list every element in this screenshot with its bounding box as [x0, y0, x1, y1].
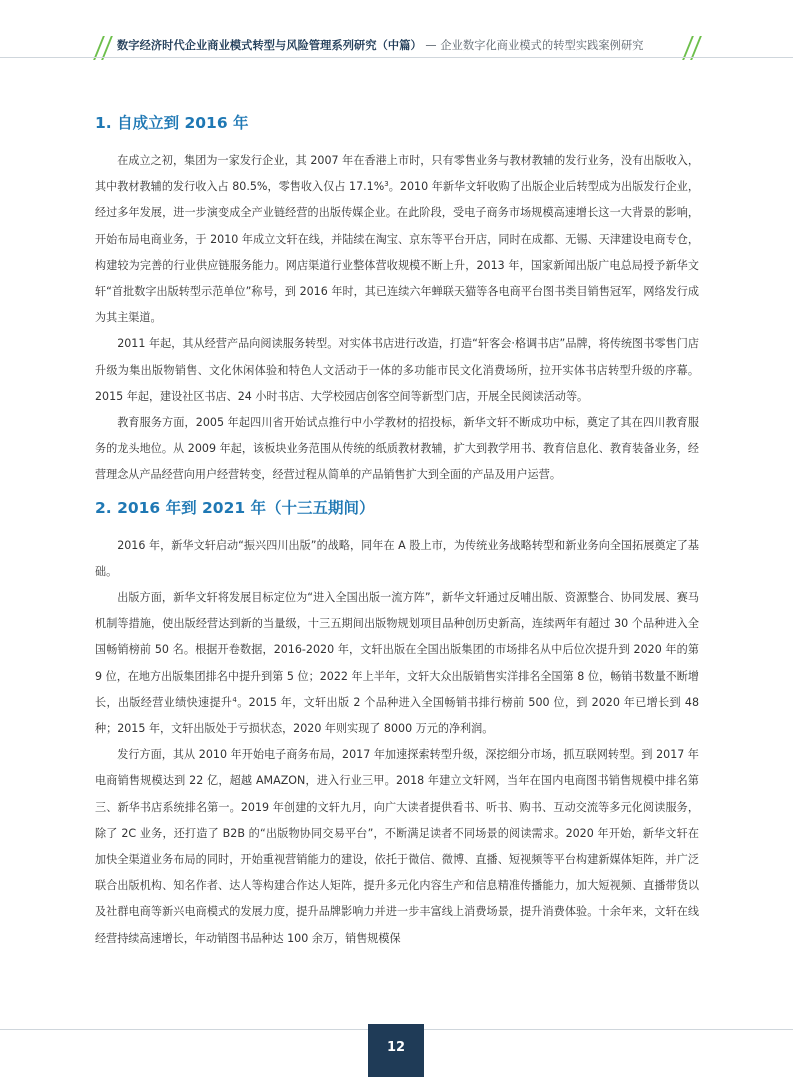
- header-title-sub: — 企业数字化商业模式的转型实践案例研究: [425, 39, 644, 52]
- paragraph: 发行方面，其从 2010 年开始电子商务布局，2017 年加速探索转型升级，深挖细分市场，抓互联网转型。到 2017 年电商销售规模达到 22 亿，超越 AMAZON，进入行业三甲。2018 年建立文轩网，当年在国内电商图书销售规模中排名第三、新华书店系统排名第一。2019 年创建的文轩九月，向广大读者提供看书、听书、购书、互动交流等多元化阅读服务，除了 2C 业务，还打造了 B2B 的“出版物协同交易平台”，不断满足读者不同场景的阅读需求。2020 年开始，新华文轩在加快全渠道业务布局的同时，开始重视营销能力的建设，依托于微信、微博、直播、短视频等平台构建新媒体矩阵，并广泛联合出版机构、知名作者、达人等构建合作达人矩阵，提升多元化内容生产和信息精准传播能力，加大短视频、直播带货以及社群电商等新兴电商模式的发展力度，提升品牌影响力并进一步丰富线上消费场景，提升消费体验。十余年来，文轩在线经营持续高速增长，年动销图书品种达 100 余万，销售规模保: [95, 748, 699, 945]
- header-title: [117, 37, 685, 53]
- paragraph: 出版方面，新华文轩将发展目标定位为“进入全国出版一流方阵”，新华文轩通过反哺出版、资源整合、协同发展、赛马机制等措施，使出版经营达到新的当量级，十三五期间出版物规划项目品种创历史新高，连续两年有超过 30 个品种进入全国畅销榜前 50 名。根据开卷数据，2016-2020 年，文轩出版在全国出版集团的市场排名从中后位次提升到 2020 年的第 9 位，在地方出版集团排名中提升到第 5 位；2022 年上半年，文轩大众出版销售实洋排名全国第 8 位，畅销书数量不断增长，出版经营业绩快速提升$^4$。2015 年，文轩出版 2 个品种进入全国畅销书排行榜前 500 位，到 2020 年已增长到 48 种；2015 年，文轩出版处于亏损状态，2020 年则实现了 8000 万元的净利润。: [95, 591, 699, 736]
- section-heading-1: 1. 自成立到 2016 年: [95, 114, 249, 132]
- header-divider: [0, 57, 793, 58]
- main-content: [95, 110, 699, 952]
- footnote-ref: 4: [232, 695, 237, 704]
- footnote-ref: 3: [384, 180, 389, 189]
- section-heading-2: 2. 2016 年到 2021 年（十三五期间）: [95, 498, 375, 517]
- paragraph: 在成立之初，集团为一家发行企业，其 2007 年在香港上市时，只有零售业务与教材教辅的发行业务，没有出版收入，其中教材教辅的发行收入占 80.5%，零售收入仅占 17.1%$^3$。2010 年新华文轩收购了出版企业后转型成为出版发行企业，经过多年发展，进一步演变成全产业链经营的出版传媒企业。在此阶段，受电子商务市场规模高速增长这一大背景的影响，开始布局电商业务，于 2010 年成立文轩在线，并陆续在淘宝、京东等平台开店，同时在成都、无锡、天津建设电商专仓，构建较为完善的行业供应链服务能力。网店渠道行业整体营收规模不断上升，2013 年，国家新闻出版广电总局授予新华文轩“首批数字出版转型示范单位”称号，到 2016 年时，其已连续六年蝉联天猫等各电商平台图书类目销售冠军，网络发行成为其主渠道。: [95, 154, 699, 325]
- paragraph: 教育服务方面，2005 年起四川省开始试点推行中小学教材的招投标，新华文轩不断成功中标，奠定了其在四川教育服务的龙头地位。从 2009 年起，该板块业务范围从传统的纸质教材教辅，扩大到教学用书、教育信息化、教育装备业务，经营理念从产品经营向用户经营转变，经营过程从简单的产品销售扩大到全面的产品及用户运营。: [95, 416, 699, 482]
- paragraph: 2016 年，新华文轩启动“振兴四川出版”的战略，同年在 A 股上市，为传统业务战略转型和新业务向全国拓展奠定了基础。: [95, 538, 699, 578]
- page-number: 12: [368, 1024, 424, 1077]
- paragraph: 2011 年起，其从经营产品向阅读服务转型。对实体书店进行改造，打造“轩客会·格调书店”品牌，将传统图书零售门店升级为集出版物销售、文化休闲体验和特色人文活动于一体的多功能市民文化消费场所，拉开实体书店转型升级的序幕。2015 年起，建设社区书店、24 小时书店、大学校园店创客空间等新型门店，开展全民阅读活动等。: [95, 337, 699, 403]
- page-header: [0, 0, 793, 60]
- header-title-main: 数字经济时代企业商业模式转型与风险管理系列研究（中篇）: [117, 39, 422, 52]
